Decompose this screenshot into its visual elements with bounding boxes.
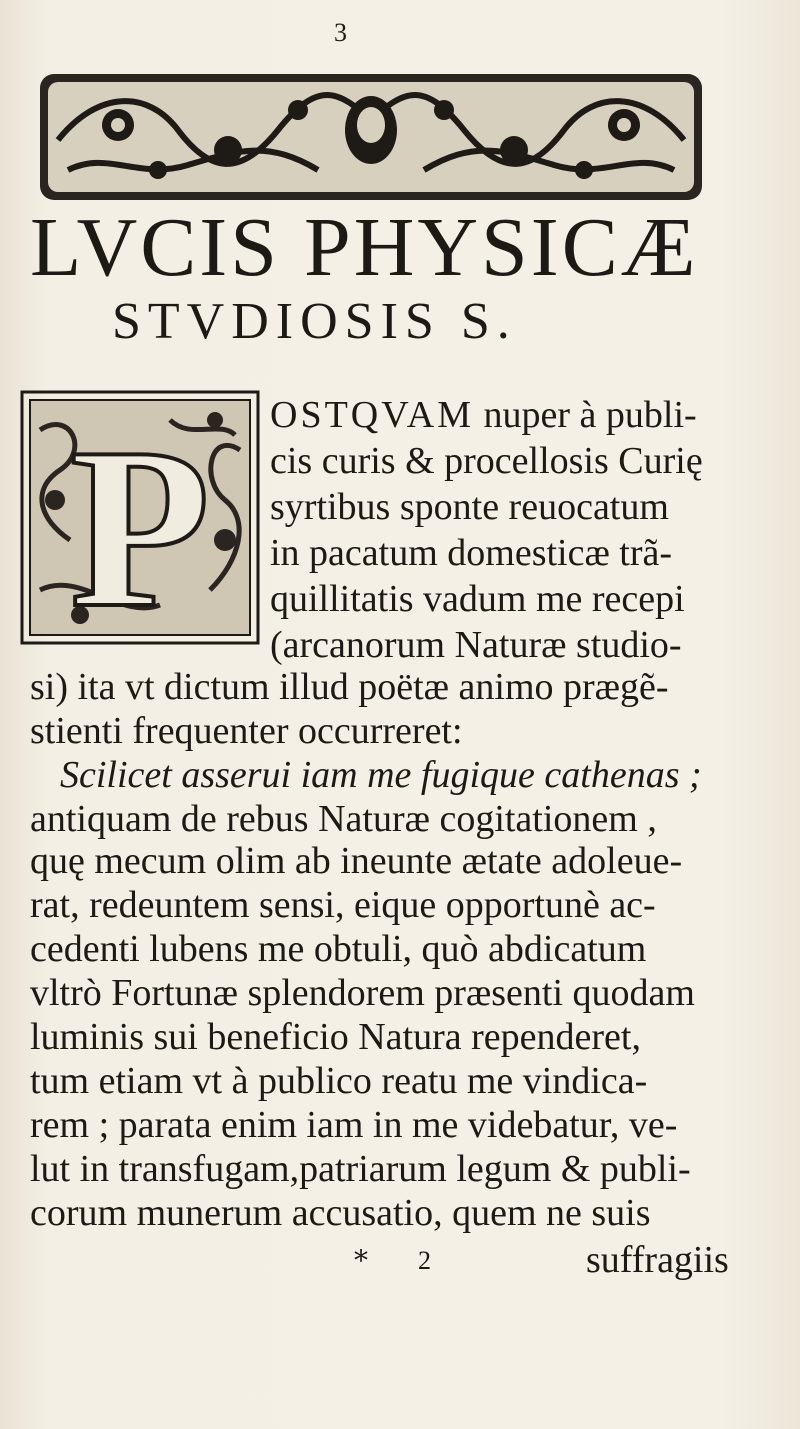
text-line: stienti frequenter occurreret:: [30, 710, 463, 752]
signature-mark: 3: [334, 18, 347, 47]
decorated-initial: [20, 390, 260, 645]
text-line: tum etiam vt à publico reatu me vindica-: [30, 1060, 648, 1102]
text-line: (arcanorum Naturæ studio-: [270, 624, 682, 666]
text-line: rem ; parata enim iam in me videbatur, ve-: [30, 1104, 678, 1146]
text-line: in pacatum domesticæ trã-: [270, 532, 673, 574]
text-line: cis curis & procellosis Curię: [270, 440, 703, 482]
page-subtitle: STVDIOSIS S.: [112, 293, 517, 350]
text-line: syrtibus sponte reuocatum: [270, 486, 669, 528]
text-line: vltrò Fortunæ splendorem præsenti quodam: [30, 972, 695, 1014]
text-line: lut in transfugam,patriarum legum & publi-: [30, 1148, 691, 1190]
text-line: quę mecum olim ab ineunte ætate adoleue-: [30, 840, 683, 882]
text-line: [270, 396, 697, 434]
text-line: cedenti lubens me obtuli, quò abdicatum: [30, 928, 647, 970]
catchword: suffragiis: [586, 1239, 729, 1281]
text-line: si) ita vt dictum illud poëtæ animo prægẽ-: [30, 666, 669, 708]
page-title: LVCIS PHYSICÆ: [30, 201, 699, 294]
line-1-text: nuper à publi-: [483, 394, 697, 436]
footer-signature: 2: [418, 1246, 431, 1275]
text-line: rat, redeuntem sensi, eique opportunè ac-: [30, 884, 656, 926]
initial-letter: P: [69, 400, 211, 645]
footer-star: *: [354, 1244, 368, 1277]
verse-quotation: Scilicet asserui iam me fugique cathenas ;: [60, 754, 702, 796]
text-line: corum munerum accusatio, quem ne suis: [30, 1192, 651, 1234]
text-line: luminis sui beneficio Natura rependeret,: [30, 1016, 641, 1058]
ornamental-headpiece: [38, 70, 704, 204]
opening-word: OSTQVAM: [270, 394, 475, 436]
text-line: antiquam de rebus Naturæ cogitationem ,: [30, 798, 657, 840]
text-line: quillitatis vadum me recepi: [270, 578, 685, 620]
